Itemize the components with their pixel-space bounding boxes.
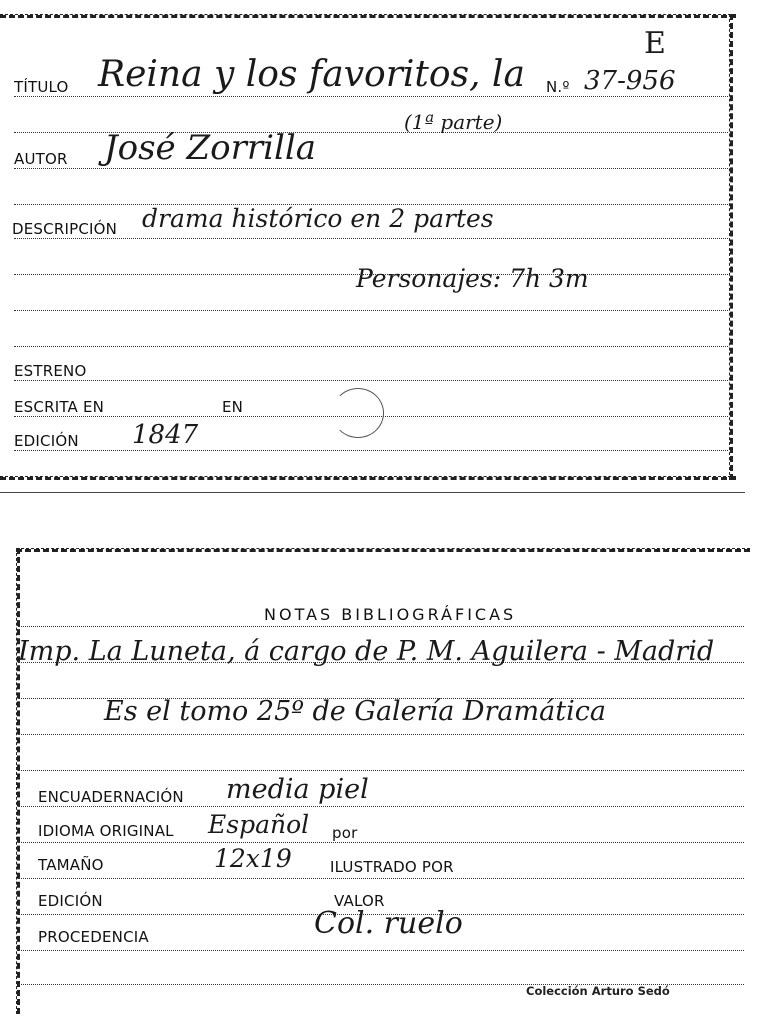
letter-mark: E <box>644 26 666 61</box>
tamano-value: 12x19 <box>214 844 292 873</box>
catalog-card-front <box>0 0 759 500</box>
ruled-line <box>18 626 744 627</box>
parte-note: (1ª parte) <box>404 110 503 134</box>
card-edge-left <box>16 548 20 1014</box>
idioma-value: Español <box>208 810 310 839</box>
nota-line-2: Es el tomo 25º de Galería Dramática <box>104 696 606 727</box>
procedencia-label: PROCEDENCIA <box>38 928 149 946</box>
catalog-card-back <box>0 540 759 1028</box>
ruled-line <box>18 842 744 843</box>
ruled-line <box>14 238 728 239</box>
autor-label: AUTOR <box>14 150 68 168</box>
numero-label: N.º <box>546 78 570 96</box>
ruled-line <box>18 950 744 951</box>
en-label: EN <box>222 398 244 416</box>
ruled-line <box>18 770 744 771</box>
procedencia-value: Col. ruelo <box>314 906 463 941</box>
card-edge-right <box>729 14 733 480</box>
card-edge-bottom <box>0 476 736 480</box>
card-edge-top <box>0 14 736 18</box>
nota-line-1: Imp. La Luneta, á cargo de P. M. Aguilera - Madrid <box>18 636 715 667</box>
card-edge-top <box>16 548 750 552</box>
ruled-line <box>14 380 728 381</box>
punch-hole <box>332 388 384 438</box>
personajes-value: Personajes: 7h 3m <box>356 264 589 293</box>
collection-footer: Colección Arturo Sedó <box>526 984 670 998</box>
edicion-value: 1847 <box>132 420 199 450</box>
estreno-label: ESTRENO <box>14 362 87 380</box>
ilustrado-label: ILUSTRADO POR <box>330 858 454 876</box>
tamano-label: TAMAÑO <box>38 856 104 874</box>
ruled-line <box>18 878 744 879</box>
numero-value: 37-956 <box>584 66 676 96</box>
descripcion-value: drama histórico en 2 partes <box>142 204 494 233</box>
ruled-line <box>14 310 728 311</box>
edicion-label: EDICIÓN <box>14 432 79 450</box>
ruled-line <box>14 96 728 97</box>
valor-label: VALOR <box>334 892 385 910</box>
encuadernacion-label: ENCUADERNACIÓN <box>38 788 184 806</box>
por-label: por <box>332 824 358 842</box>
escrita-label: ESCRITA EN <box>14 398 105 416</box>
ruled-line <box>14 450 728 451</box>
encuadernacion-value: media piel <box>226 774 369 805</box>
card-separator <box>0 492 745 493</box>
autor-value: José Zorrilla <box>104 128 316 168</box>
ruled-line <box>18 734 744 735</box>
descripcion-label: DESCRIPCIÓN <box>12 220 118 238</box>
notas-heading: NOTAS BIBLIOGRÁFICAS <box>264 605 517 624</box>
ruled-line <box>14 168 728 169</box>
idioma-label: IDIOMA ORIGINAL <box>38 822 174 840</box>
ruled-line <box>14 346 728 347</box>
titulo-value: Reina y los favoritos, la <box>98 54 525 95</box>
edicion-label: EDICIÓN <box>38 892 103 910</box>
ruled-line <box>18 806 744 807</box>
titulo-label: TÍTULO <box>14 78 69 96</box>
